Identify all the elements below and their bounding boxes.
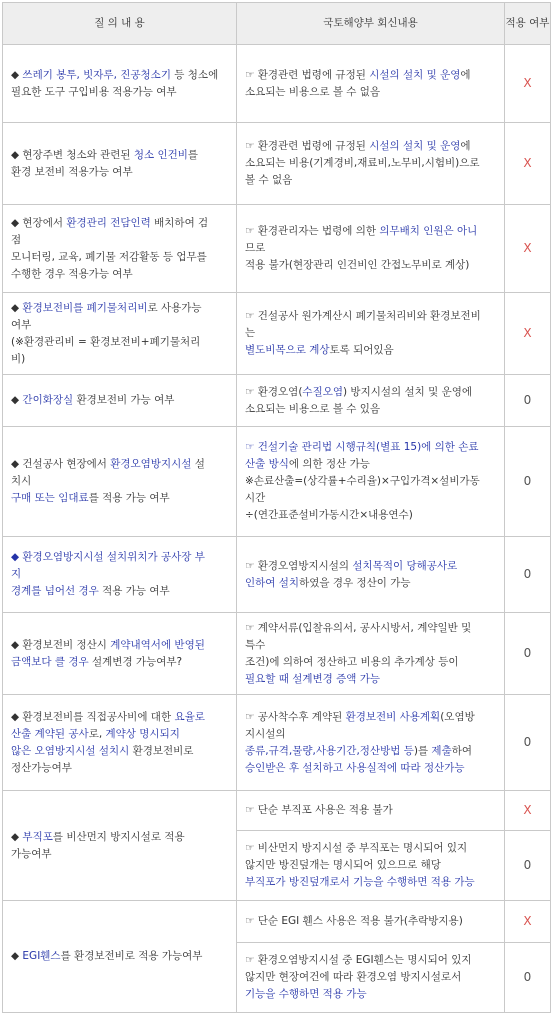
text-segment: ◆ 현장에서 — [11, 216, 67, 229]
text-line — [245, 709, 498, 726]
answer-cell — [237, 901, 505, 943]
text-segment: 환경보전비 가능 여부 — [73, 394, 175, 406]
text-segment: ☞ 단순 부직포 사용은 적용 불가 — [245, 804, 393, 816]
text-segment: 모니터링, 교육, 폐기물 저감활동 등 업무를 — [11, 250, 207, 263]
highlighted-text: 환경관리 전담인력 — [66, 216, 151, 229]
highlighted-text: 산출 계약된 공사 — [11, 727, 89, 740]
text-line — [11, 317, 228, 334]
text-segment: ☞ 환경관련 법령에 규정된 — [245, 140, 370, 152]
text-line — [245, 67, 498, 84]
text-line — [245, 456, 498, 473]
text-line — [11, 473, 228, 490]
highlighted-text: 별도비목으로 계상 — [245, 344, 330, 356]
text-segment: 설계변경 가능여부? — [88, 655, 183, 668]
text-segment: 적용 불가(현장관리 인건비인 간접노무비로 계상) — [245, 259, 470, 271]
not-applicable-mark: X — [505, 901, 551, 943]
text-segment: 배치하여 검 — [150, 216, 209, 229]
text-line — [11, 583, 228, 600]
highlighted-text: 경계를 넘어선 경우 — [11, 585, 99, 597]
text-line — [245, 172, 498, 189]
answer-cell — [237, 831, 505, 901]
text-segment: 여부 — [11, 318, 32, 331]
applicable-mark: 0 — [505, 613, 551, 695]
text-line — [245, 558, 498, 575]
text-segment: ☞ 환경관련 법령에 규정된 — [245, 68, 370, 81]
text-line — [11, 654, 228, 671]
highlighted-text: 간이화장실 — [22, 394, 74, 406]
answer-cell — [237, 613, 505, 695]
text-line — [11, 300, 228, 317]
text-segment: (오염방 — [440, 710, 475, 723]
text-line — [245, 654, 498, 671]
text-segment: 시간 — [245, 492, 266, 504]
text-segment: 설 — [191, 458, 205, 470]
text-line — [11, 490, 228, 507]
text-segment: 정산가능여부 — [11, 761, 72, 774]
highlighted-text: 구매 또는 임대료 — [11, 492, 89, 504]
highlighted-text: 부직포 — [22, 830, 53, 843]
applicable-mark: 0 — [505, 427, 551, 537]
not-applicable-mark: X — [505, 45, 551, 123]
highlighted-text: 계약상 명시되지 — [105, 727, 180, 740]
text-segment: 필요한 도구 구입비용 적용가능 여부 — [11, 85, 177, 98]
answer-cell — [237, 375, 505, 427]
table-row — [3, 791, 551, 831]
highlighted-text: 시설의 설치 및 운영 — [369, 68, 461, 81]
answer-cell — [237, 205, 505, 293]
question-cell — [3, 205, 237, 293]
text-line — [11, 846, 228, 863]
header-answer: 국토해양부 회신내용 — [237, 3, 505, 45]
highlighted-text: 산출 방식 — [245, 458, 289, 470]
text-segment: 않지만 방진덮개는 명시되어 있으므로 해당 — [245, 859, 441, 871]
text-line — [245, 802, 498, 819]
text-line — [245, 84, 498, 101]
not-applicable-mark: X — [505, 791, 551, 831]
table-row — [3, 695, 551, 791]
question-cell — [3, 293, 237, 375]
text-line — [11, 84, 228, 101]
text-segment: 에 — [460, 68, 471, 81]
text-line — [245, 439, 498, 456]
text-line — [245, 507, 498, 524]
text-segment: 를 비산먼지 방지시설로 적용 — [52, 830, 185, 843]
question-cell — [3, 791, 237, 901]
text-segment: 등 청소에 — [170, 68, 219, 81]
question-cell — [3, 537, 237, 613]
text-segment: ÷(연간표준설비가동시간×내용연수) — [245, 509, 413, 521]
applicable-mark: 0 — [505, 537, 551, 613]
table-row — [3, 427, 551, 537]
highlighted-text: EGI휀스 — [22, 950, 61, 962]
highlighted-text: 금액보다 클 경우 — [11, 655, 89, 668]
highlighted-text: 계약내역서에 반영된 — [110, 638, 205, 651]
text-line — [245, 637, 498, 654]
table-row — [3, 901, 551, 943]
text-segment: ◆ 환경보전비 정산시 — [11, 638, 111, 651]
text-segment: ☞ 계약서류(입찰유의서, 공사시방서, 계약일반 및 — [245, 621, 472, 634]
text-segment: (※환경관리비 = 환경보전비+폐기물처리 — [11, 335, 201, 348]
reply-table — [2, 2, 551, 1013]
text-segment: ☞ 환경관리자는 법령에 의한 — [245, 225, 380, 237]
text-line — [245, 240, 498, 257]
text-line — [11, 67, 228, 84]
text-line — [11, 392, 228, 409]
highlighted-text: 인하여 설치 — [245, 576, 300, 589]
text-line — [245, 490, 498, 507]
highlighted-text: 수질오염 — [302, 385, 343, 398]
highlighted-text: 환경보전비 사용계획 — [345, 710, 441, 723]
text-line — [11, 760, 228, 777]
text-line — [245, 575, 498, 592]
text-segment: 로, — [88, 727, 106, 740]
not-applicable-mark: X — [505, 205, 551, 293]
text-line — [245, 969, 498, 986]
answer-cell — [237, 537, 505, 613]
text-line — [245, 913, 498, 930]
text-segment: ☞ 환경오염( — [245, 385, 303, 398]
highlighted-text: 의무배치 인원은 아니 — [379, 225, 478, 237]
text-segment: 지시설의 — [245, 727, 286, 740]
text-line — [245, 726, 498, 743]
highlighted-text: ☞ 건설기술 관리법 시행규칙(별표 15)에 의한 손료 — [245, 441, 479, 453]
text-line — [11, 232, 228, 249]
text-line — [245, 342, 498, 359]
highlighted-text: 설치목적이 당해공사로 — [352, 559, 458, 572]
text-segment: 를 적용 가능 여부 — [88, 492, 170, 504]
text-line — [245, 671, 498, 688]
applicable-mark: 0 — [505, 375, 551, 427]
text-segment: )를 — [413, 744, 432, 757]
text-line — [11, 566, 228, 583]
table-row — [3, 537, 551, 613]
text-segment: 치시 — [11, 475, 32, 487]
not-applicable-mark: X — [505, 123, 551, 205]
text-segment: ☞ 환경오염방지시설의 — [245, 559, 353, 572]
text-segment: ◆ 현장주변 청소와 관련된 — [11, 148, 134, 161]
text-segment: 가능여부 — [11, 847, 52, 860]
text-line — [245, 743, 498, 760]
highlighted-text: 필요할 때 설계변경 증액 가능 — [245, 672, 381, 685]
text-segment: 토록 되어있음 — [329, 344, 394, 356]
text-line — [11, 456, 228, 473]
text-segment: 특수 — [245, 638, 266, 651]
text-line — [11, 215, 228, 232]
text-line — [11, 726, 228, 743]
question-cell — [3, 613, 237, 695]
question-cell — [3, 695, 237, 791]
text-segment: ☞ 단순 EGI 휀스 사용은 적용 불가(추락방지용) — [245, 915, 463, 927]
text-line — [245, 257, 498, 274]
text-line — [245, 760, 498, 777]
text-line — [245, 384, 498, 401]
text-line — [245, 473, 498, 490]
table-row — [3, 123, 551, 205]
text-segment: ☞ 건설공사 원가계산시 폐기물처리비와 환경보전비 — [245, 310, 481, 322]
answer-cell — [237, 45, 505, 123]
text-line — [11, 249, 228, 266]
text-segment: 적용 가능 여부 — [98, 585, 170, 597]
highlighted-text: 종류,규격,물량,사용기간,정산방법 등 — [245, 744, 414, 757]
text-line — [245, 138, 498, 155]
text-line — [11, 743, 228, 760]
header-question: 질 의 내 용 — [3, 3, 237, 45]
text-segment: ◆ 건설공사 현장에서 — [11, 458, 111, 470]
answer-cell — [237, 943, 505, 1013]
highlighted-text: 승인받은 후 설치하고 사용실적에 따라 정산가능 — [245, 761, 465, 774]
highlighted-text: 시설의 설치 및 운영 — [369, 140, 461, 152]
text-segment: 는 — [245, 327, 256, 339]
text-segment: ※손료산출=(상각률+수리율)×구입가격×설비가동 — [245, 475, 480, 487]
applicable-mark: 0 — [505, 831, 551, 901]
table-row — [3, 293, 551, 375]
text-line — [11, 829, 228, 846]
text-segment: 로 사용가능 — [147, 301, 202, 314]
text-segment: 환경보전비로 — [129, 744, 194, 757]
text-segment: ◆ — [11, 394, 23, 406]
text-segment: 를 — [187, 148, 199, 161]
text-segment: ◆ — [11, 68, 23, 81]
text-segment: 소요되는 비용으로 볼 수 없음 — [245, 85, 381, 98]
text-line — [245, 401, 498, 418]
question-cell — [3, 375, 237, 427]
text-segment: 소요되는 비용으로 볼 수 있음 — [245, 402, 381, 415]
highlighted-text: ◆ 환경오염방지시설 설치위치가 공사장 부 — [11, 551, 205, 563]
text-line — [245, 840, 498, 857]
text-line — [245, 325, 498, 342]
highlighted-text: 않은 오염방지시설 설치시 — [11, 744, 130, 757]
highlighted-text: 지 — [11, 568, 22, 580]
applicable-mark: 0 — [505, 943, 551, 1013]
highlighted-text: 환경오염방지시설 — [110, 458, 192, 470]
question-cell — [3, 45, 237, 123]
highlighted-text: 제출 — [431, 744, 452, 757]
text-line — [11, 266, 228, 283]
highlighted-text: 청소 인건비 — [133, 148, 188, 161]
applicable-mark: 0 — [505, 695, 551, 791]
text-line — [245, 874, 498, 891]
table-row — [3, 375, 551, 427]
text-segment: 않지만 현장여건에 따라 환경오염 방지시설로서 — [245, 971, 462, 983]
text-line — [11, 334, 228, 351]
text-line — [245, 986, 498, 1003]
text-line — [245, 223, 498, 240]
text-line — [245, 308, 498, 325]
highlighted-text: 쓰레기 봉투, 빗자루, 진공청소기 — [22, 68, 171, 81]
highlighted-text: 요율로 — [174, 710, 205, 723]
answer-cell — [237, 293, 505, 375]
text-segment: ) 방지시설의 설치 및 운영에 — [343, 385, 473, 398]
text-segment: 환경 보전비 적용가능 여부 — [11, 165, 133, 178]
text-segment: ☞ 비산먼지 방지시설 중 부직포는 명시되어 있지 — [245, 842, 468, 854]
question-cell — [3, 901, 237, 1013]
highlighted-text: 기능을 수행하면 적용 가능 — [245, 988, 367, 1000]
text-segment: 비) — [11, 352, 26, 365]
text-line — [11, 549, 228, 566]
text-segment: ◆ — [11, 830, 23, 843]
text-segment: 볼 수 없음 — [245, 174, 293, 186]
text-line — [245, 952, 498, 969]
text-segment: ◆ — [11, 301, 23, 314]
text-line — [245, 155, 498, 172]
text-segment: 를 환경보전비로 적용 가능여부 — [60, 950, 203, 962]
table-row — [3, 205, 551, 293]
answer-cell — [237, 791, 505, 831]
text-segment: ☞ 공사착수후 계약된 — [245, 710, 346, 723]
text-segment: 하였을 경우 정산이 가능 — [299, 576, 411, 589]
answer-cell — [237, 123, 505, 205]
text-segment: ◆ 환경보전비를 직접공사비에 대한 — [11, 710, 175, 723]
question-cell — [3, 123, 237, 205]
text-segment: ☞ 환경오염방지시설 중 EGI휀스는 명시되어 있지 — [245, 954, 472, 966]
text-segment: 점 — [11, 233, 22, 246]
text-line — [11, 147, 228, 164]
text-line — [11, 164, 228, 181]
highlighted-text: 부직포가 방진덮개로서 기능을 수행하면 적용 가능 — [245, 876, 475, 888]
text-segment: 조건)에 의하여 정산하고 비용의 추가계상 등이 — [245, 655, 459, 668]
question-cell — [3, 427, 237, 537]
text-line — [11, 637, 228, 654]
text-line — [11, 709, 228, 726]
text-segment: 에 — [460, 140, 471, 152]
highlighted-text: 환경보전비를 폐기물처리비 — [22, 301, 148, 314]
header-row — [3, 3, 551, 45]
not-applicable-mark: X — [505, 293, 551, 375]
text-segment: 소요되는 비용(기계경비,재료비,노무비,시험비)으로 — [245, 157, 480, 169]
text-line — [11, 948, 228, 965]
text-segment: 므로 — [245, 242, 266, 254]
text-segment: 하여 — [451, 744, 473, 757]
text-segment: 수행한 경우 적용가능 여부 — [11, 267, 133, 280]
text-line — [245, 620, 498, 637]
table-row — [3, 613, 551, 695]
answer-cell — [237, 695, 505, 791]
text-segment: 에 의한 정산 가능 — [288, 458, 370, 470]
table-row — [3, 45, 551, 123]
answer-cell — [237, 427, 505, 537]
header-applicable: 적용 여부 — [505, 3, 551, 45]
text-line — [245, 857, 498, 874]
text-line — [11, 351, 228, 368]
text-segment: ◆ — [11, 950, 23, 962]
